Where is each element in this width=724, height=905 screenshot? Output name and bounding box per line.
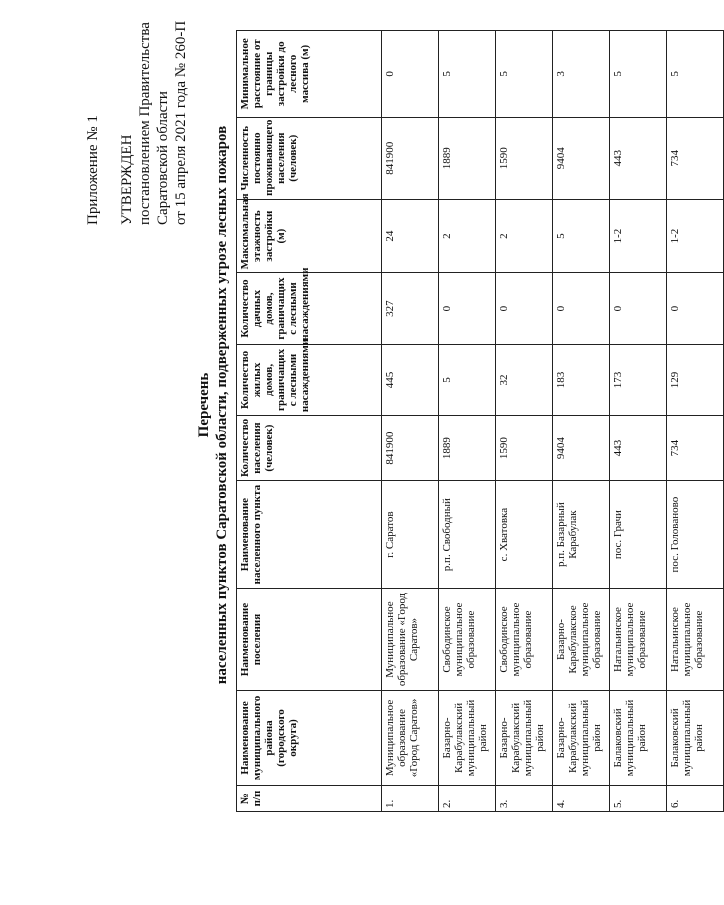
cell-district: Базарно-Карабулакский муниципальный район (496, 690, 553, 785)
approved-label: УТВЕРЖДЕН (119, 134, 135, 225)
cell-population: 1889 (439, 416, 496, 481)
cell-residents: 1590 (496, 117, 553, 199)
col-header: Количество населения (человек) (237, 416, 382, 481)
decree-line: постановлением Правительства (137, 22, 153, 225)
cell-dachas: 0 (610, 273, 667, 344)
document-title: Перечень (196, 372, 212, 438)
cell-settlement: Свободинское муниципальное образование (496, 589, 553, 691)
col-header: Наименование муниципального района (городского округа) (237, 690, 382, 785)
table-row (667, 31, 724, 812)
table-row (553, 31, 610, 812)
cell-distance: 0 (382, 31, 439, 118)
cell-residents: 443 (610, 117, 667, 199)
cell-floors: 2 (496, 199, 553, 273)
cell-population: 841900 (382, 416, 439, 481)
cell-dachas: 0 (667, 273, 724, 344)
cell-settlement: Натальинское муниципальное образование (610, 589, 667, 691)
cell-residents: 841900 (382, 117, 439, 199)
cell-floors: 24 (382, 199, 439, 273)
cell-houses: 183 (553, 344, 610, 415)
cell-distance: 3 (553, 31, 610, 118)
col-header: Наименование населенного пункта (237, 481, 382, 589)
col-header: Минимальное расстояние от границы застройки до лесного массива (м) (237, 31, 382, 118)
cell-distance: 5 (667, 31, 724, 118)
table-row (382, 31, 439, 812)
col-header: Максимальная этажность застройки (м) (237, 199, 382, 273)
col-header: № п/п (237, 786, 382, 812)
cell-settlement: Свободинское муниципальное образование (439, 589, 496, 691)
cell-population: 443 (610, 416, 667, 481)
cell-houses: 32 (496, 344, 553, 415)
cell-number: 4. (553, 786, 610, 812)
cell-locality: г. Саратов (382, 481, 439, 589)
col-header: Количество жилых домов, граничащих с лесными насаждениями (237, 344, 382, 415)
cell-houses: 5 (439, 344, 496, 415)
cell-houses: 173 (610, 344, 667, 415)
cell-distance: 5 (439, 31, 496, 118)
table-header-row (237, 31, 382, 812)
cell-locality: пос. Грачи (610, 481, 667, 589)
settlements-table (236, 30, 724, 812)
cell-dachas: 0 (496, 273, 553, 344)
cell-residents: 9404 (553, 117, 610, 199)
col-header: Численность постоянно проживающего населения (человек) (237, 117, 382, 199)
cell-settlement: Муниципальное образование «Город Саратов» (382, 589, 439, 691)
cell-residents: 734 (667, 117, 724, 199)
cell-district: Муниципальное образование «Город Саратов» (382, 690, 439, 785)
cell-floors: 1-2 (667, 199, 724, 273)
document-subtitle: населенных пунктов Саратовской области, подверженных угрозе лесных пожаров (214, 125, 230, 685)
cell-number: 5. (610, 786, 667, 812)
cell-district: Балаковский муниципальный район (610, 690, 667, 785)
cell-floors: 5 (553, 199, 610, 273)
cell-population: 1590 (496, 416, 553, 481)
cell-district: Базарно-Карабулакский муниципальный район (439, 690, 496, 785)
cell-population: 734 (667, 416, 724, 481)
cell-number: 6. (667, 786, 724, 812)
cell-distance: 5 (496, 31, 553, 118)
cell-locality: с. Хватовка (496, 481, 553, 589)
cell-district: Базарно-Карабулакский муниципальный район (553, 690, 610, 785)
cell-dachas: 0 (439, 273, 496, 344)
col-header: Наименование поселения (237, 589, 382, 691)
cell-dachas: 0 (553, 273, 610, 344)
cell-floors: 2 (439, 199, 496, 273)
table-row (439, 31, 496, 812)
cell-residents: 1889 (439, 117, 496, 199)
cell-floors: 1-2 (610, 199, 667, 273)
cell-population: 9404 (553, 416, 610, 481)
cell-settlement: Натальинское муниципальное образование (667, 589, 724, 691)
cell-number: 2. (439, 786, 496, 812)
table-row (496, 31, 553, 812)
table-row (610, 31, 667, 812)
appendix-number: Приложение № 1 (85, 115, 101, 225)
cell-dachas: 327 (382, 273, 439, 344)
cell-locality: пос. Голованово (667, 481, 724, 589)
col-header: Количество дачных домов, граничащих с лесными насаждениями (237, 273, 382, 344)
cell-houses: 445 (382, 344, 439, 415)
cell-number: 3. (496, 786, 553, 812)
decree-date-number: от 15 апреля 2021 года № 260-П (173, 20, 189, 225)
region-line: Саратовской области (155, 91, 171, 225)
cell-locality: р.п. Базарный Карабулак (553, 481, 610, 589)
cell-number: 1. (382, 786, 439, 812)
cell-district: Балаковский муниципальный район (667, 690, 724, 785)
cell-distance: 5 (610, 31, 667, 118)
cell-houses: 129 (667, 344, 724, 415)
cell-locality: р.п. Свободный (439, 481, 496, 589)
cell-settlement: Базарно-Карабулакское муниципальное образование (553, 589, 610, 691)
